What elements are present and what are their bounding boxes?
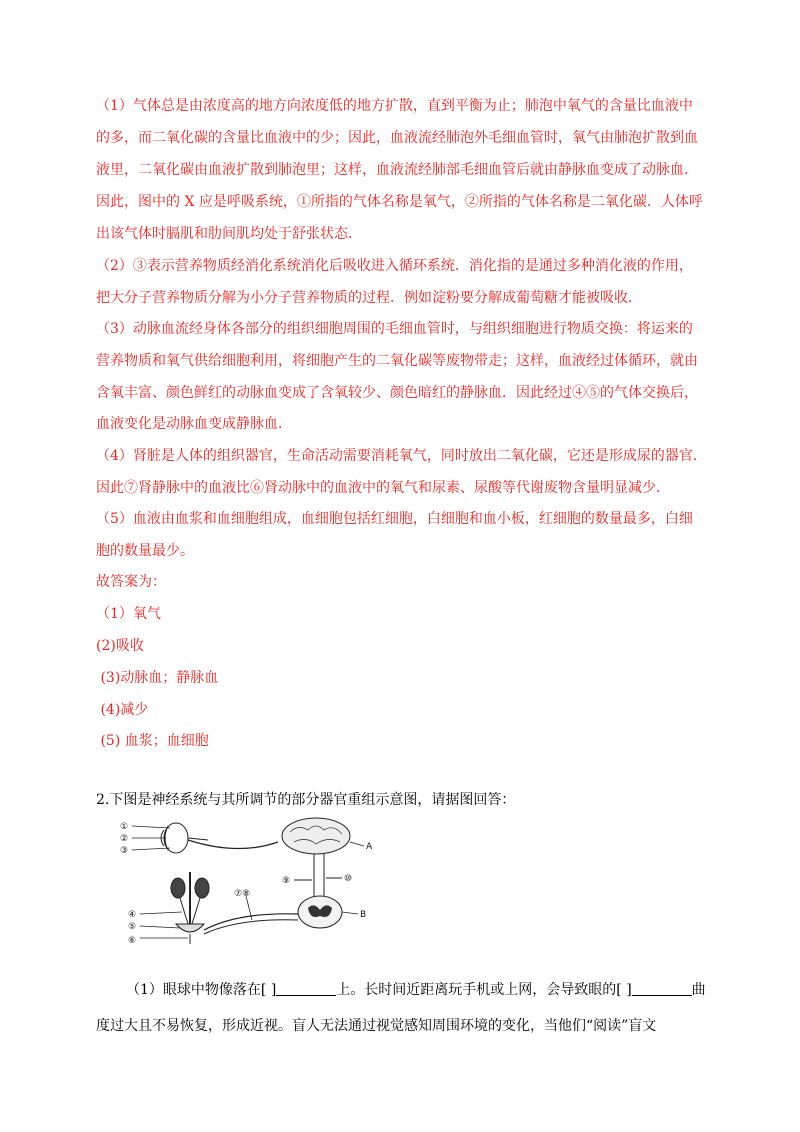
diagram-label: B <box>360 910 367 920</box>
text-line: 出该气体时膈肌和肋间肌均处于舒张状态． <box>96 226 362 242</box>
diagram-label: ④ <box>128 910 137 920</box>
text-line: 血液变化是动脉血变成静脉血． <box>96 416 292 432</box>
urinary-system-drawing <box>171 872 209 944</box>
sub-question-1 <box>126 979 706 999</box>
sub-question-text: （1）眼球中物像落在[ ] <box>126 982 277 998</box>
brain-drawing <box>282 818 364 854</box>
answer-blank[interactable] <box>276 981 336 996</box>
answer-blank[interactable] <box>632 981 692 996</box>
diagram-label: ⑩ <box>344 874 353 884</box>
diagram-label: ③ <box>120 846 129 856</box>
sub-question-text: 上。长时间近距离玩手机或上网，会导致眼的[ ] <box>336 982 632 998</box>
text-line: （2）③表示营养物质经消化系统消化后吸收进入循环系统．消化指的是通过多种消化液的作用， <box>96 258 693 274</box>
text-line: 胞的数量最少。 <box>96 543 194 559</box>
diagram-label: A <box>366 842 373 852</box>
text-line: 因此⑦肾静脉中的血液比⑥肾动脉中的血液中的氧气和尿素、尿酸等代谢废物含量明显减少． <box>96 480 670 496</box>
diagram-label: ⑦⑧ <box>234 889 251 899</box>
nervous-system-diagram <box>118 816 376 946</box>
diagram-label: ⑥ <box>128 936 137 946</box>
text-line: 营养物质和氧气供给细胞利用，将细胞产生的二氧化碳等废物带走；这样，血液经过体循环，就由 <box>96 353 698 369</box>
diagram-label: ⑨ <box>282 876 291 886</box>
text-line: （1）气体总是由浓度高的地方向浓度低的地方扩散，直到平衡为止；肺泡中氧气的含量比血液中 <box>96 98 693 114</box>
diagram-label: ② <box>120 834 129 844</box>
answer-item: (5) 血浆；血细胞 <box>96 733 209 749</box>
diagram-label: ⑤ <box>128 922 137 932</box>
sub-question-1-continued: 度过大且不易恢复，形成近视。盲人无法通过视觉感知周围环境的变化，当他们“阅读”盲文 <box>96 1018 657 1034</box>
text-line: 的多，而二氧化碳的含量比血液中的少；因此，血液流经肺泡外毛细血管时，氧气由肺泡扩散到血 <box>96 130 698 146</box>
spinal-cord-drawing <box>298 896 358 928</box>
answer-item: (3)动脉血；静脉血 <box>96 670 219 686</box>
text-line: 把大分子营养物质分解为小分子营养物质的过程．例如淀粉要分解成葡萄糖才能被吸收． <box>96 290 642 306</box>
text-line: （4）肾脏是人体的组织器官，生命活动需要消耗氧气，同时放出二氧化碳，它还是形成尿的器官． <box>96 448 707 464</box>
text-line: 因此，图中的 X 应是呼吸系统，①所指的气体名称是氧气，②所指的气体名称是二氧化碳．人体呼 <box>96 194 703 210</box>
sub-question-text: 曲 <box>691 982 706 998</box>
answer-item: （1）氧气 <box>96 606 161 622</box>
text-line: 液里，二氧化碳由血液扩散到肺泡里；这样，血液流经肺部毛细血管后就由静脉血变成了动脉血． <box>96 162 698 178</box>
question-stem: 2.下图是神经系统与其所调节的部分器官重组示意图，请据图回答： <box>96 792 516 808</box>
text-line: 含氧丰富、颜色鲜红的动脉血变成了含氧较少、颜色暗红的静脉血．因此经过④⑤的气体交换后， <box>96 385 698 401</box>
text-line: （3）动脉血流经身体各部分的组织细胞周围的毛细血管时，与组织细胞进行物质交换：将运来的 <box>96 321 693 337</box>
answer-item: (4)减少 <box>96 702 149 718</box>
answers-heading: 故答案为： <box>96 574 166 590</box>
text-line: （5）血液由血浆和血细胞组成，血细胞包括红细胞，白细胞和血小板，红细胞的数量最多，白细 <box>96 511 693 527</box>
answer-item: (2)吸收 <box>96 638 144 654</box>
diagram-label: ① <box>120 822 129 832</box>
